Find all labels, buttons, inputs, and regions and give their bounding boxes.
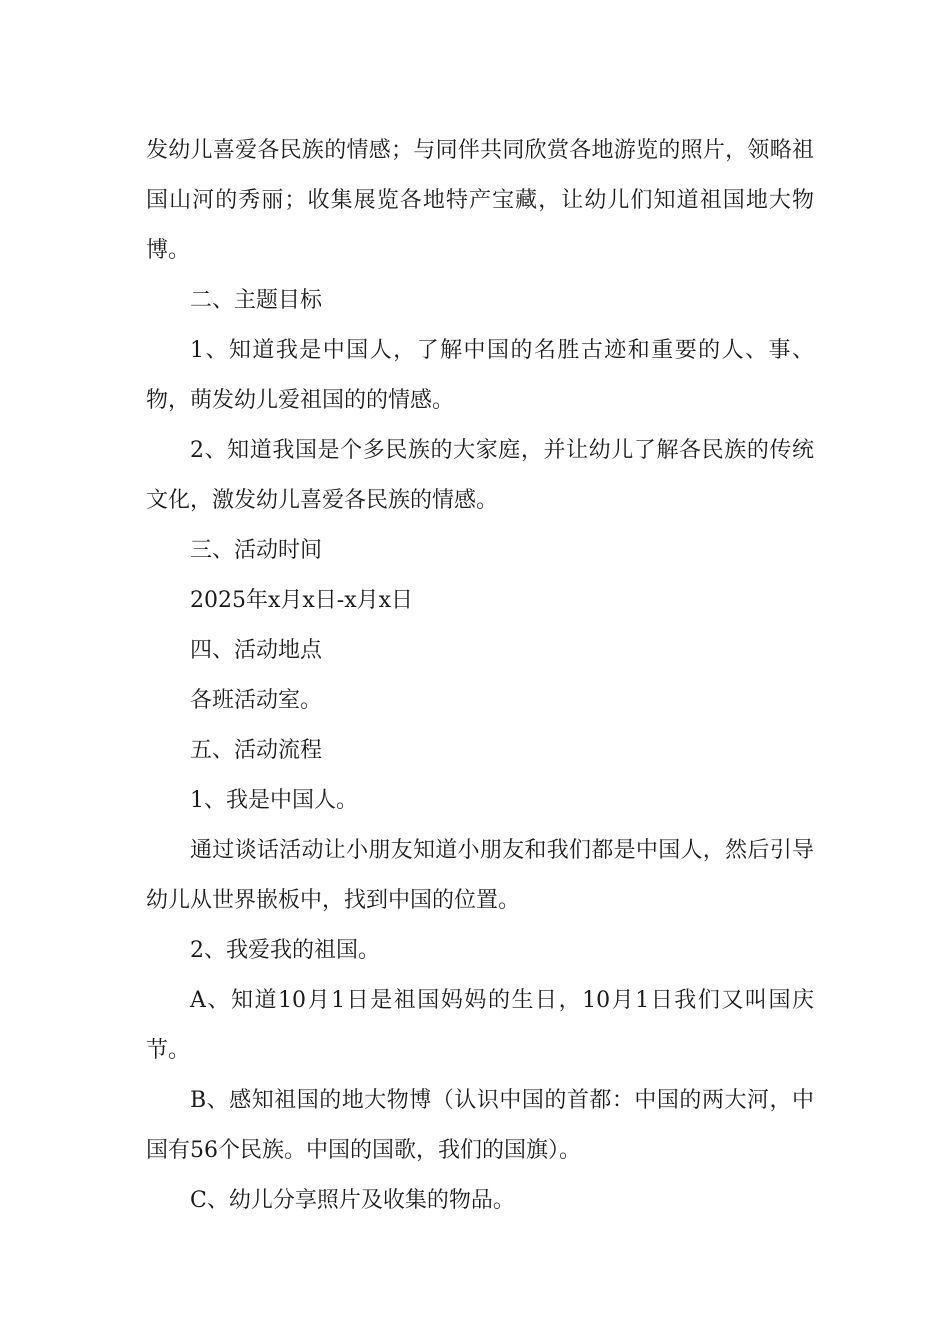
process-step-2-title: 2、我爱我的祖国。 [190, 938, 380, 963]
paragraph-continuation: 发幼儿喜爱各民族的情感；与同伴共同欣赏各地游览的照片，领略祖国山河的秀丽；收集展览各地特产宝藏，让幼儿们知道祖国地大物博。 [146, 138, 814, 263]
document-body [146, 126, 814, 1226]
section-heading-activity-process: 五、活动流程 [190, 738, 323, 763]
process-step-1-title: 1、我是中国人。 [190, 788, 358, 813]
process-step-1-body: 通过谈话活动让小朋友知道小朋友和我们都是中国人，然后引导幼儿从世界嵌板中，找到中国的位置。 [146, 838, 814, 913]
goal-item-2: 2、知道我国是个多民族的大家庭，并让幼儿了解各民族的传统文化，激发幼儿喜爱各民族的情感。 [146, 438, 814, 513]
section-heading-theme-goals: 二、主题目标 [190, 288, 323, 313]
activity-date-range: 2025年x月x日-x月x日 [190, 588, 414, 613]
section-heading-activity-location: 四、活动地点 [190, 638, 323, 663]
goal-item-1: 1、知道我是中国人，了解中国的名胜古迹和重要的人、事、物，萌发幼儿爱祖国的的情感。 [146, 338, 814, 413]
process-step-2-item-a: A、知道10月1日是祖国妈妈的生日，10月1日我们又叫国庆节。 [146, 988, 814, 1063]
section-heading-activity-time: 三、活动时间 [190, 538, 323, 563]
process-step-2-item-c: C、幼儿分享照片及收集的物品。 [190, 1188, 515, 1213]
activity-location: 各班活动室。 [190, 688, 323, 713]
process-step-2-item-b: B、感知祖国的地大物博（认识中国的首都：中国的两大河，中国有56个民族。中国的国歌，我们的国旗）。 [146, 1088, 814, 1163]
